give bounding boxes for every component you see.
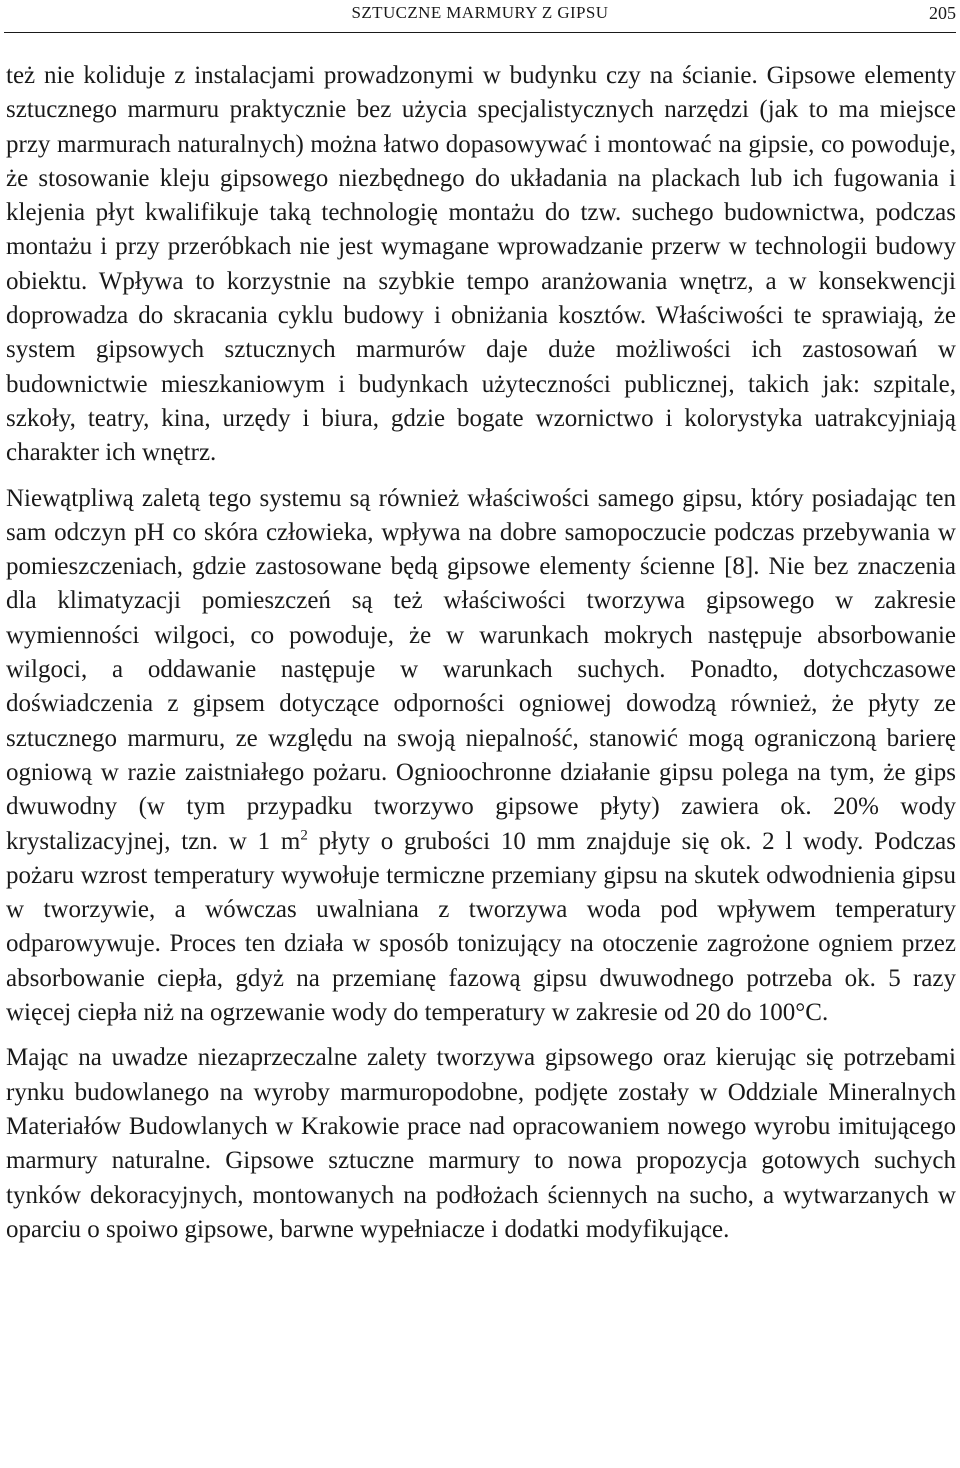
paragraph-1: też nie koliduje z instalacjami prowadzonymi w budynku czy na ścianie. Gipsowe elementy sztucznego marmuru praktycznie bez użycia specjalistycznych narzędzi (jak to ma miejsce przy marmurach naturalnych) można łatwo dopasowywać i montować na gipsie, co powoduje, że stosowanie kleju gipsowego niezbędnego do układania na plackach lub ich fugowania i klejenia płyt kwalifikuje taką technologię montażu do tzw. suchego budownictwa, podczas montażu i przy przeróbkach nie jest wymagane wprowadzanie przerw w technologii budowy obiektu. Wpływa to korzystnie na szybkie tempo aranżowania wnętrz, a w konsekwencji doprowadza do skracania cyklu budowy i obniżania kosztów. Właściwości te sprawiają, że system gipsowych sztucznych marmurów daje duże możliwości ich zastosowań w budownictwie mieszkaniowym i budynkach użyteczności publicznej, takich jak: szpitale, szkoły, teatry, kina, urzędy i biura, gdzie bogate wzornictwo i kolorystyka uatrakcyjniają charakter ich wnętrz.	[6, 62, 956, 467]
running-header	[4, 0, 956, 33]
square-meter-superscript: 2	[300, 827, 308, 844]
paragraph-3: Mając na uwadze niezaprzeczalne zalety tworzywa gipsowego oraz kierując się potrzebami rynku budowlanego na wyroby marmuropodobne, podjęte zostały w Oddziale Mineralnych Materiałów Budowlanych w Krakowie prace nad opracowaniem nowego wyrobu imitującego marmury naturalne. Gipsowe sztuczne marmury to nowa propozycja gotowych suchych tynków dekoracyjnych, montowanych na podłożach ściennych na sucho, a wytwarzanych w oparciu o spoiwo gipsowe, barwne wypełniacze i dodatki modyfikujące.	[6, 1044, 956, 1243]
paragraph-2-text-after-superscript: płyty o grubości 10 mm znajduje się ok. 2 l wody. Podczas pożaru wzrost temperatury wywołuje termiczne przemiany gipsu na skutek odwodnienia gipsu w tworzywie, a wówczas uwalniana z tworzywa woda pod wpływem temperatury odparowywuje. Proces ten działa w sposób tonizujący na otoczenie zagrożone ogniem przez absorbowanie ciepła, gdyż na przemianę fazową gipsu dwuwodnego potrzeba ok. 5 razy więcej ciepła niż na ogrzewanie wody do temperatury w zakresie od 20 do 100°C.	[6, 827, 956, 1027]
page-number: 205	[929, 3, 956, 23]
paragraph-2-text-before-superscript: Niewątpliwą zaletą tego systemu są również właściwości samego gipsu, który posiadając ten sam odczyn pH co skóra człowieka, wpływa na dobre samopoczucie podczas przebywania w pomieszczeniach, gdzie zastosowane będą gipsowe elementy ścienne [8]. Nie bez znaczenia dla klimatyzacji pomieszczeń są też właściwości tworzywa gipsowego w zakresie wymienności wilgoci, co powoduje, że w warunkach mokrych następuje absorbowanie wilgoci, a oddawanie następuje w warunkach suchych. Ponadto, dotychczasowe doświadczenia z gipsem dotyczące odporności ogniowej dowodzą również, że płyty ze sztucznego marmuru, ze względu na swoją niepalność, stanowić mogą ograniczoną barierę ogniową w razie zaistniałego pożaru. Ognioochronne działanie gipsu polega na tym, że gips dwuwodny (w tym przypadku tworzywo gipsowe płyty) zawiera ok. 20% wody krystalizacyjnej, tzn. w 1 m	[6, 484, 956, 855]
body-text	[6, 59, 956, 1247]
running-header-title: SZTUCZNE MARMURY Z GIPSU	[351, 3, 609, 22]
paragraph-2	[6, 482, 956, 1031]
